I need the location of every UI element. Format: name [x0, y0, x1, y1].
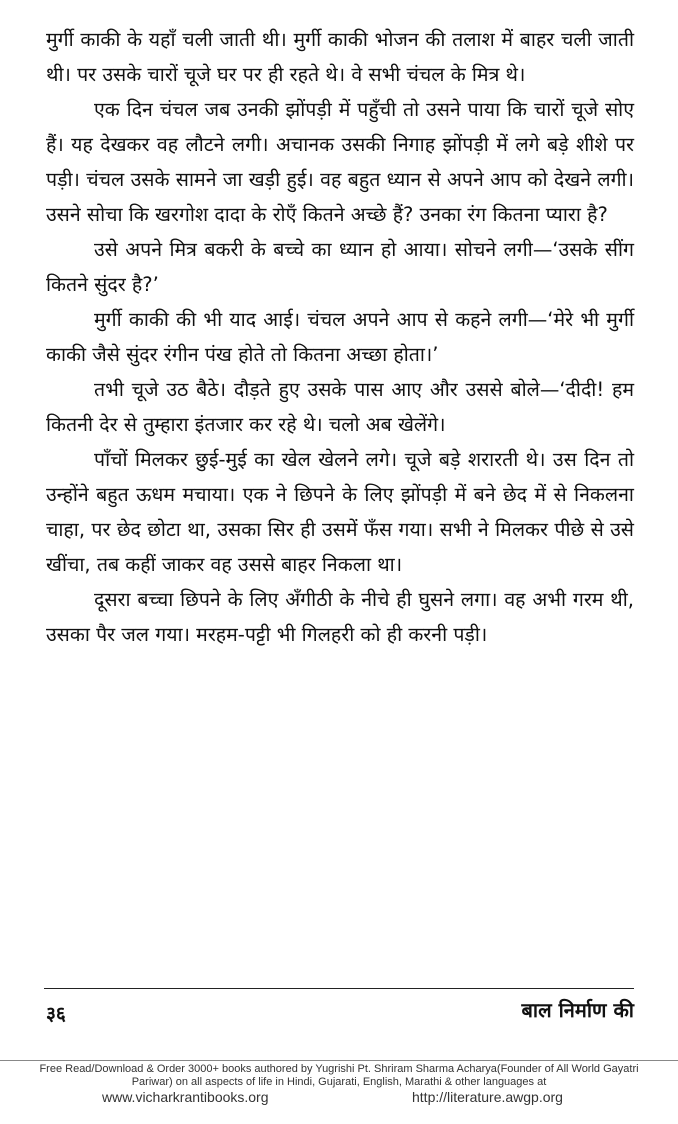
footer-divider [0, 1060, 678, 1061]
paragraph-2: एक दिन चंचल जब उनकी झोंपड़ी में पहुँची तो उसने पाया कि चारों चूजे सोए हैं। यह देखकर वह लौटने लगी। अचानक उसकी निगाह झोंपड़ी में लगे बड़े शीशे पर पड़ी। चंचल उसके सामने जा खड़ी हुई। वह बहुत ध्यान से अपने आप को देखने लगी। उसने सोचा कि खरगोश दादा के रोएँ कितने अच्छे हैं? उनका रंग कितना प्यारा है? [46, 98, 634, 226]
body-text [46, 22, 634, 652]
paragraph-4: मुर्गी काकी की भी याद आई। चंचल अपने आप से कहने लगी—‘मेरे भी मुर्गी काकी जैसे सुंदर रंगीन पंख होते तो कितना अच्छा होता।’ [46, 308, 634, 366]
paragraph-6: पाँचों मिलकर छुई-मुई का खेल खेलने लगे। चूजे बड़े शरारती थे। उस दिन तो उन्होंने बहुत ऊधम मचाया। एक ने छिपने के लिए झोंपड़ी में बने छेद में से निकलना चाहा, पर छेद छोटा था, उसका सिर ही उसमें फँस गया। सभी ने मिलकर पीछे से उसे खींचा, तब कहीं जाकर वह उससे बाहर निकला था। [46, 448, 634, 576]
paragraph-5: तभी चूजे उठ बैठे। दौड़ते हुए उसके पास आए और उससे बोले—‘दीदी! हम कितनी देर से तुम्हारा इंतजार कर रहे थे। चलो अब खेलेंगे। [46, 378, 634, 436]
footer-notice: Free Read/Download & Order 3000+ books authored by Yugrishi Pt. Shriram Sharma Acharya(Founder of All World Gayatri Pariwar) on all aspects of life in Hindi, Gujarati, English, Marathi & other languages at [39, 1063, 639, 1088]
page-divider [44, 988, 634, 989]
paragraph-7: दूसरा बच्चा छिपने के लिए अँगीठी के नीचे ही घुसने लगा। वह अभी गरम थी, उसका पैर जल गया। मरहम-पट्टी भी गिलहरी को ही करनी पड़ी। [46, 588, 634, 646]
running-title: बाल निर्माण की [521, 998, 634, 1022]
paragraph-1: मुर्गी काकी के यहाँ चली जाती थी। मुर्गी काकी भोजन की तलाश में बाहर चली जाती थी। पर उसके चारों चूजे घर पर ही रहते थे। वे सभी चंचल के मित्र थे। [46, 28, 634, 86]
page-number: ३६ [46, 1003, 66, 1025]
paragraph-3: उसे अपने मित्र बकरी के बच्चे का ध्यान हो आया। सोचने लगी—‘उसके सींग कितने सुंदर है?’ [46, 238, 634, 296]
footer-link-vicharkrantibooks[interactable]: www.vicharkrantibooks.org [102, 1089, 269, 1105]
footer-link-literature[interactable]: http://literature.awgp.org [412, 1089, 563, 1105]
